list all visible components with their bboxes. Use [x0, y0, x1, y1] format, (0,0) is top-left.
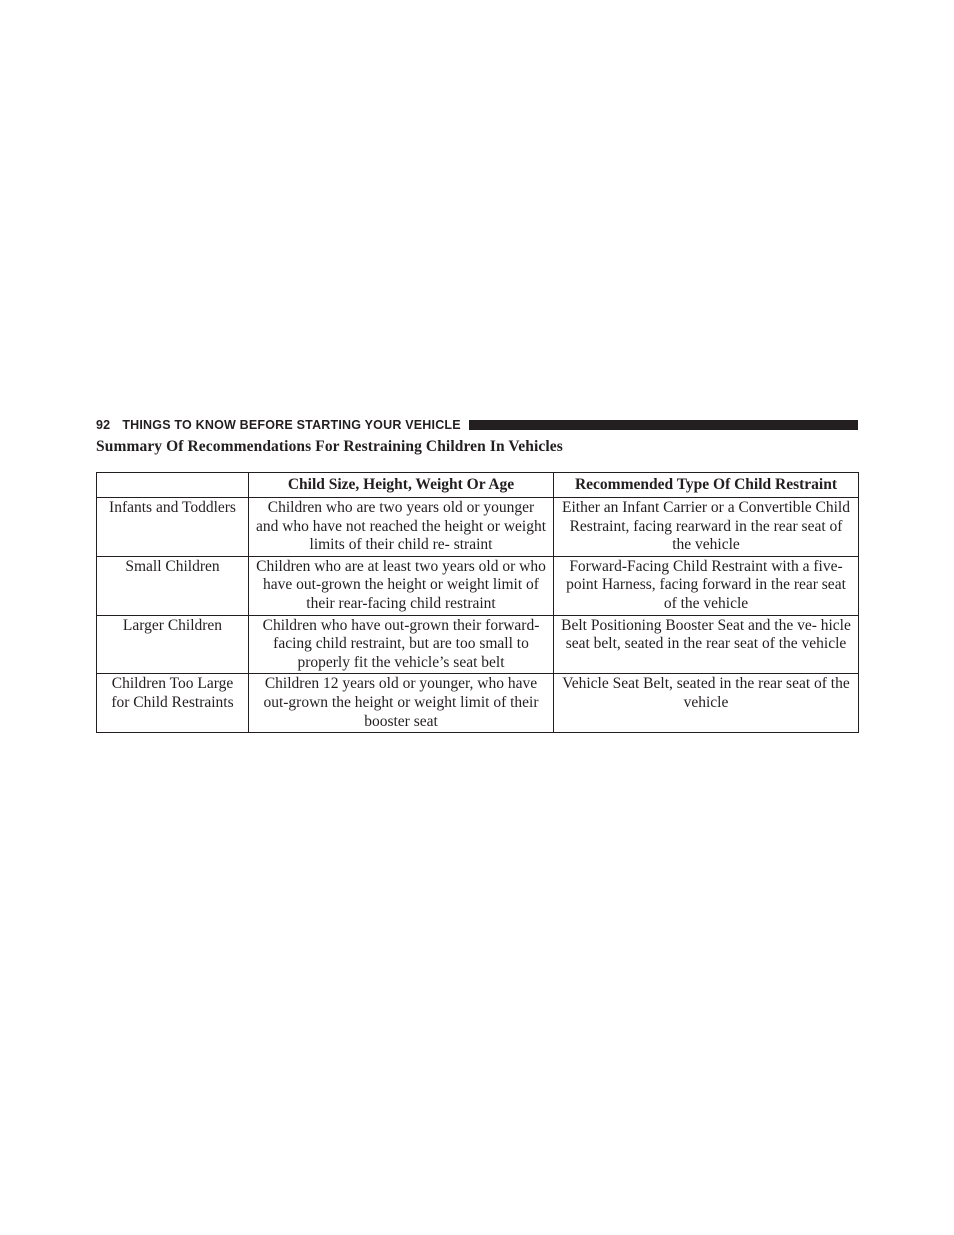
column-header-size: Child Size, Height, Weight Or Age	[249, 473, 554, 498]
cell-restraint: Belt Positioning Booster Seat and the ve- hicle seat belt, seated in the rear seat of the vehicle	[554, 615, 859, 674]
cell-size: Children who have out-grown their forward-facing child restraint, but are too small to properly fit the vehicle’s seat belt	[249, 615, 554, 674]
section-title: THINGS TO KNOW BEFORE STARTING YOUR VEHICLE	[122, 417, 461, 432]
table-row	[97, 615, 859, 674]
page-number: 92	[96, 417, 111, 432]
cell-restraint: Vehicle Seat Belt, seated in the rear seat of the vehicle	[554, 674, 859, 733]
cell-category: Children Too Large for Child Restraints	[97, 674, 249, 733]
cell-category: Larger Children	[97, 615, 249, 674]
cell-size: Children 12 years old or younger, who have out-grown the height or weight limit of their booster seat	[249, 674, 554, 733]
cell-size: Children who are two years old or younger and who have not reached the height or weight limits of their child re- straint	[249, 498, 554, 557]
column-header-category	[97, 473, 249, 498]
cell-restraint: Forward-Facing Child Restraint with a five-point Harness, facing forward in the rear seat of the vehicle	[554, 556, 859, 615]
recommendations-table	[96, 472, 859, 733]
cell-category: Small Children	[97, 556, 249, 615]
table-header-row	[97, 473, 859, 498]
cell-category: Infants and Toddlers	[97, 498, 249, 557]
table-row	[97, 556, 859, 615]
table-row	[97, 674, 859, 733]
cell-size: Children who are at least two years old or who have out-grown the height or weight limit of their rear-facing child restraint	[249, 556, 554, 615]
column-header-restraint: Recommended Type Of Child Restraint	[554, 473, 859, 498]
table-row	[97, 498, 859, 557]
page-header	[96, 417, 858, 432]
cell-restraint: Either an Infant Carrier or a Convertible Child Restraint, facing rearward in the rear seat of the vehicle	[554, 498, 859, 557]
header-rule-bar	[469, 420, 858, 430]
table-title: Summary Of Recommendations For Restraining Children In Vehicles	[96, 438, 563, 455]
